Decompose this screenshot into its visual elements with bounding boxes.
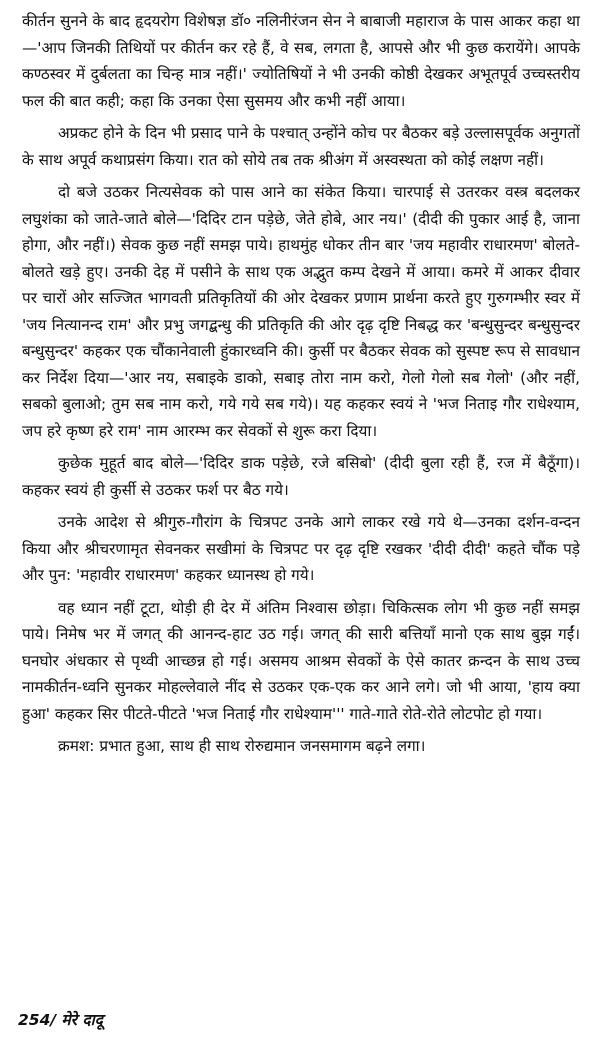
paragraph-1: कीर्तन सुनने के बाद हृदयरोग विशेषज्ञ डॉ० नलिनीरंजन सेन ने बाबाजी महाराज के पास आकर कहा था—'आप जिनकी तिथियों पर कीर्तन कर रहे हैं, वे सब, लगता है, आपसे और भी कुछ करायेंगे। आपके कण्ठस्वर में दुर्बलता का चिन्ह मात्र नहीं।' ज्योतिषियों ने भी उनकी कोष्ठी देखकर अभूतपूर्व उच्चस्तरीय फल की बात कही; कहा कि उनका ऐसा सुसमय और कभी नहीं आया।	[22, 12, 580, 110]
paragraph-6: वह ध्यान नहीं टूटा, थोड़ी ही देर में अंतिम निश्वास छोड़ा। चिकित्सक लोग भी कुछ नहीं समझ पाये। निमेष भर में जगत् की आनन्द-हाट उठ गई। जगत् की सारी बत्तियाँ मानो एक साथ बुझ गईं। घनघोर अंधकार से पृथ्वी आच्छन्न हो गई। असमय आश्रम सेवकों के ऐसे कातर क्रन्दन के साथ उच्च नामकीर्तन-ध्वनि सुनकर मोहल्लेवाले नींद से उठकर एक-एक कर आने लगे। जो भी आया, 'हाय क्या हुआ' कहकर सिर पीटते-पीटते 'भज निताई गौर राधेश्याम''' गाते-गाते रोते-रोते लोटपोट हो गया।	[22, 598, 580, 723]
paragraph-5: उनके आदेश से श्रीगुरु-गौरांग के चित्रपट उनके आगे लाकर रखे गये थे—उनका दर्शन-वन्दन किया और श्रीचरणामृत सेवनकर सखीमां के चित्रपट पर दृढ़ दृष्टि रखकर 'दीदी दीदी' कहते चौंक पड़े और पुन: 'महावीर राधारमण' कहकर ध्यानस्थ हो गये।	[22, 513, 580, 584]
paragraph-4: कुछेक मुहूर्त बाद बोले—'दिदिर डाक पड़ेछे, रजे बसिबो' (दीदी बुला रही हैं, रज में बैठूँगा)। कहकर स्वयं ही कुर्सी से उठकर फर्श पर बैठ गये।	[22, 454, 580, 499]
page-footer: 254/ मेरे दादू	[18, 1011, 103, 1029]
paragraph-7: क्रमश: प्रभात हुआ, साथ ही साथ रोरुद्यमान जनसमागम बढ़ने लगा।	[58, 737, 426, 755]
paragraph-3: दो बजे उठकर नित्यसेवक को पास आने का संकेत किया। चारपाई से उतरकर वस्त्र बदलकर लघुशंका को जाते-जाते बोले—'दिदिर टान पड़ेछे, जेते होबे, आर नय।' (दीदी की पुकार आई है, जाना होगा, और नहीं।) सेवक कुछ नहीं समझ पाये। हाथमुंह धोकर तीन बार 'जय महावीर राधारमण' बोलते-बोलते खड़े हुए। उनकी देह में पसीने के साथ एक अद्भुत कम्प देखने में आया। कमरे में आकर दीवार पर चारों ओर सज्जित भागवती प्रतिकृतियों की ओर देखकर प्रणाम प्रार्थना करते हुए गुरुगम्भीर स्वर में 'जय नित्यानन्द राम' और प्रभु जगद्बन्धु की प्रतिकृति की ओर दृढ़ दृष्टि निबद्ध कर 'बन्धुसुन्दर बन्धुसुन्दर बन्धुसुन्दर' कहकर एक चौंकानेवाली हुंकारध्वनि की। कुर्सी पर बैठकर सेवक को सुस्पष्ट रूप से सावधान कर निर्देश दिया—'आर नय, सबाइके डाको, सबाइ तोरा नाम करो, गेलो गेलो सब गेलो' (और नहीं, सबको बुलाओ; तुम सब नाम करो, गये गये सब गये)। यह कहकर स्वयं ने 'भज निताइ गौर राधेश्याम, जप हरे कृष्ण हरे राम' नाम आरम्भ कर सेवकों से शुरू करा दिया।	[22, 183, 580, 440]
paragraph-2: अप्रकट होने के दिन भी प्रसाद पाने के पश्चात् उन्होंने कोच पर बैठकर बड़े उल्लासपूर्वक अनुगतों के साथ अपूर्व कथाप्रसंग किया। रात को सोये तब तक श्रीअंग में अस्वस्थता को कोई लक्षण नहीं।	[22, 124, 580, 169]
